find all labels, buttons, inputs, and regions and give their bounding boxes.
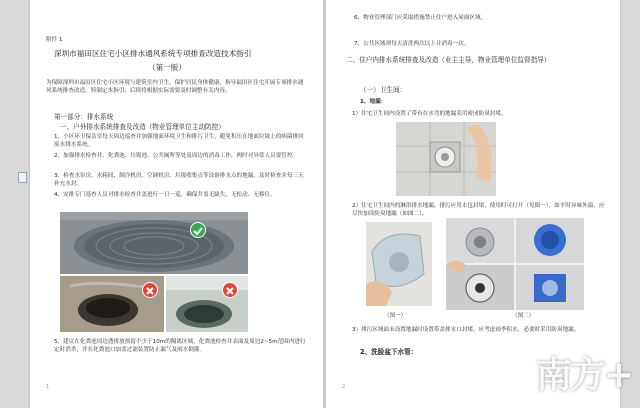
basin-drain-heading: 2、洗脸盆下水管：	[360, 348, 418, 356]
item-7: 7、公共区域须每天清洗两次以上并消毒一次。	[354, 41, 470, 47]
item-1: 1、小区环卫保洁室每天周边巡查并加强地面环境卫生和排污卫生，避免积压在地面垃圾上的病菌排回废水排水系统。	[54, 134, 304, 148]
floor-drain-note-3: 3）排污区域面未设置地漏时设置带盖排水口封堵，应考虑雨季积水，必要时采用防臭地漏。	[352, 327, 580, 333]
page-marker-icon	[18, 172, 27, 183]
section1-heading: 一、户外排水系统排查及改造（物业管理单位主动防控）	[60, 123, 225, 131]
figure-2-caption: （图二）	[512, 313, 535, 319]
watermark-logo: 南方+	[535, 354, 632, 396]
figure-1-photo	[366, 222, 432, 306]
floor-drain-note-1: 1）住宅卫生间内设置了带有存水弯的地漏采用密闭防臭封堵。	[352, 111, 507, 117]
item-5: 5、建议在化粪池周边透排放预留不少于10m的隔离区域，化粪池检查井表面及周边2~5m范围内进行定时消杀，并在化粪池口加盖过滤装置防止漏气及雨水倒灌。	[54, 339, 306, 353]
part1-heading: 第一部分：排水系统	[54, 113, 114, 121]
edition-label: （第一版）	[148, 63, 186, 72]
figure-2-photo	[446, 218, 584, 310]
floor-drain-note-2: 2）住宅卫生间内的淋浴排水地漏，排污应用水包封堵，使用时可打开（见图一），如平时异味外溢，应尽快加设防臭地漏（如图二）。	[352, 203, 605, 217]
item-3: 3、检查水泵房、水箱间、制冷机房、空调机房、垃圾收集点等设备排水点的地漏，及时检查并每三天补充水封。	[54, 173, 304, 187]
document-page-1	[30, 0, 323, 408]
cross-icon	[222, 282, 238, 298]
page-number: 1	[46, 384, 50, 390]
bathroom-heading: （一）卫生间：	[360, 86, 407, 94]
cross-icon	[142, 282, 158, 298]
item-2: 2、加强排水检查井、化粪池、垃圾池、公共厕所等处及周边的消毒工作，两时对异常人员要管控。	[54, 153, 299, 159]
attachment-label: 附件 1	[46, 37, 63, 43]
item-6: 6、物业管理部门应采取措施禁止住户进入屋面区域。	[354, 15, 487, 21]
section2-heading: 二、住户内排水系统排查及改造（业主主导，物业管理单位监督指导）	[346, 56, 551, 64]
intro-paragraph: 为保障深圳市福田区住宅小区环境与建筑室内卫生，保护居民身体健康，指导福田区住宅开展专项排水通风系统排查改造，特制定本指引；后续将根据实际需要及时调整有关内容。	[46, 80, 304, 94]
floor-drain-heading: 1、地漏：	[360, 99, 387, 105]
manhole-cover-photo	[60, 212, 248, 274]
document-title: 深圳市福田区住宅小区排水通风系统专项排查改造技术指引	[54, 49, 252, 58]
figure-1-caption: （图一）	[384, 313, 407, 319]
page-number: 2	[342, 384, 346, 390]
check-icon	[190, 222, 206, 238]
item-4: 4、安排专门巡查人员对排水检查井盖进行一日一巡，确保井盖无缺失、无松动、无移位。	[54, 192, 276, 198]
floor-drain-photo	[396, 122, 496, 196]
